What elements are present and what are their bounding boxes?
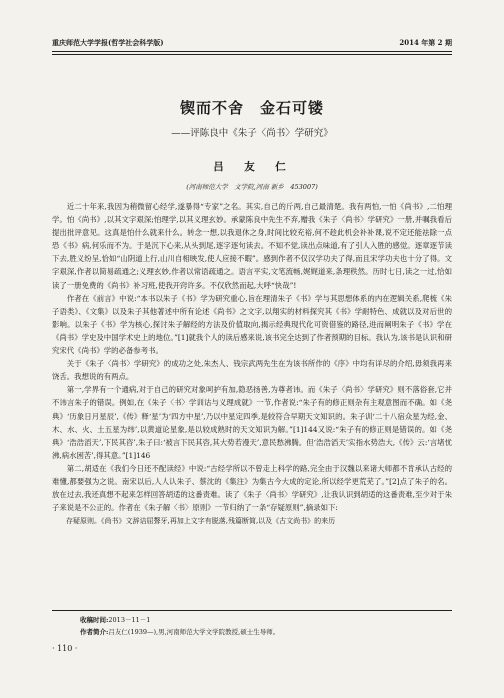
journal-name: 重庆师范大学学报(哲学社会科学版) (52, 38, 164, 47)
article-title: 锲而不舍 金石可镂 (179, 99, 324, 117)
issue-number: 2014 年第 2 期 (399, 38, 452, 47)
author-bio-label: 作者简介: (80, 628, 109, 636)
article-subtitle: ——评陈良中《朱子〈尚书〉学研究》 (171, 128, 333, 139)
footnote-received (80, 615, 150, 624)
paragraph-intro: 近二十年来,我因为稍微留心经学,遂暴得“专家”之名。其实,自己的斤两,自己最清楚。我有两怕,一怕《尚书》,二怕理学。怕《尚书》,以其文字艰深;怕理学,以其义理玄妙。承蒙陈良中先生不弃,赠我《朱子〈尚书〉学研究》一册,并嘱我看后提出批评意见。这真是怕什么就来什么。转念一想,以我退休之身,时间比较充裕,何不趁此机会补补课,说不定还能祛除一点恐《书》病,何乐而不为。于是沉下心来,从头到尾,逐字逐句读去。不知不觉,读出点味道,有了引人入胜的感觉。逐章逐节读下去,胜义纷呈,恰如“山阴道上行,山川自相映发,使人应接不暇”。感到作者不仅汉学功夫了得,而且宋学功夫也十分了得。文字艰深,作者以简易疏通之;义理玄妙,作者以常语疏通之。语言平实,文笔流畅,娓娓道来,条理秩然。历时七日,读之一过,恰如读了一册免费的《尚书》补习班,使我开窍许多。不仅欣然而起,大呼“快哉”! (52, 202, 452, 290)
page-number: · 110 · (52, 644, 78, 653)
paragraph-point-two: 第二,胡适在《我们今日还不配读经》中说:“古经学所以不曾走上科学的路,完全由于汉魏以来诸大师都不肯承认古经的难懂,都要强为之说。南宋以后,人人认朱子、蔡沈的《集注》为集古今大成的定论,所以经学更荒芜了。”[2]点了朱子的名。放在过去,我还真想不起来怎样回答胡适的这番责难。读了《朱子〈尚书〉学研究》,让我认识到胡适的这番责难,至少对于朱子来说是不公正的。作者在《朱子解〈书〉原则》一节归纳了一条“存疑原则”,摘录如下: (52, 463, 452, 513)
article-body (52, 200, 452, 528)
footnote-rule (52, 610, 452, 611)
header-rule-thin (52, 54, 452, 55)
author-bio: 吕友仁(1939—),男,河南师范大学文学院教授,硕士生导师。 (108, 628, 280, 636)
paragraph-quote: 存疑原则。《尚书》文辞诘屈聱牙,再加上文字有脱落,残篇断简,以及《古文尚书》的来历 (66, 517, 336, 526)
footnote-author (80, 627, 279, 636)
received-label: 收稿时间: (80, 616, 109, 624)
paragraph-point-one: 第一,学界有一个通病,对于自己的研究对象呵护有加,隐恶扬善,为尊者讳。而《朱子〈尚书〉学研究》则不落俗套,它并不讳言朱子的错误。例如,在《朱子〈书〉学训诂与义理成就》一节,作者说:“朱子有的修正则杂有主观意图而不确。如《尧典》‘历象日月星辰’,《传》释‘星’为‘四方中星’,乃以中星定四季,是较符合早期天文知识的。朱子训‘二十八宿众星为经,金、木、水、火、土五星为纬’,以黄道论星象,是以较成熟时的天文知识为解。”[1]144又说:“朱子有的修正则是错误的。如《尧典》‘浩浩滔天’,下民其咨’,朱子曰:‘被言下民其咨,其大势若漫天’,意民愁沸腾。但‘浩浩滔天’实指水势浩大,《传》云:‘言堵忧沸,病水困苦’,得其意。”[1]146 (52, 385, 452, 460)
running-header (52, 38, 452, 50)
received-date: 2013－11－1 (108, 616, 151, 624)
author-affiliation: (河南师范大学 文学院,河南 新乡 453007) (186, 183, 318, 191)
paragraph-success: 关于《朱子〈尚书〉学研究》的成功之处,朱杰人、钱宗武两先生在为该书所作的《序》中均有详尽的介绍,毋须我再来饶舌。我想说的有两点。 (52, 359, 452, 382)
paragraph-preface: 作者在《前言》中说:“本书以朱子《书》学为研究重心,旨在理清朱子《书》学与其思想体系的内在逻辑关系,爬梳《朱子语类》、《文集》以及朱子其他著述中所有论述《尚书》之文字,以翔实的材料探究其《书》学耐特色、成就以及对后世的影响。以朱子《书》学为核心,探讨朱子解经的方法及价值取向,揭示经典现代化可资借鉴的路径,进而阐明朱子《书》学在《尚书》学史及中国学术史上的地位。”[1]就我个人的读后感来说,该书完全达到了作者预期的目标。我认为,该书是认识和研究宋代《尚书》学的必备参考书。 (52, 293, 452, 356)
author-name: 吕 友 仁 (213, 161, 291, 173)
header-rule-thick (52, 51, 452, 52)
